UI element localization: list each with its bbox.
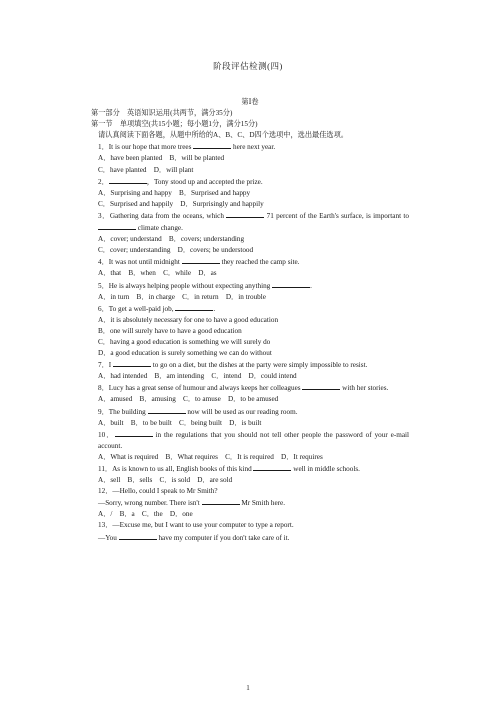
question-stem: they reached the camp site.	[221, 258, 300, 267]
question-3-options-cd: C．cover; understanding D．covers; be understood	[98, 246, 254, 255]
question-stem: here next year.	[233, 143, 276, 152]
answer-blank	[193, 141, 231, 149]
question-stem: 8．Lucy has a great sense of humour and always keeps her colleagues	[98, 384, 301, 393]
question-2	[91, 176, 409, 188]
question-2-options-ab: A．Surprising and happy B．Surprised and happy	[98, 188, 251, 197]
question-stem: .	[310, 281, 312, 290]
answer-blank	[115, 429, 153, 437]
question-12-options: A．/ B．a C．the D．one	[98, 510, 193, 519]
answer-blank	[253, 463, 291, 471]
answer-blank	[302, 382, 340, 390]
question-8-options: A．amused B．amusing C．to amuse D．to be amused	[98, 395, 279, 404]
question-12: 12．—Hello, could I speak to Mr Smith?	[98, 487, 218, 496]
question-9-options: A．built B．to be built C．being built D．is built	[98, 418, 262, 427]
question-stem: 71 percent of the Earth's surface, is important to	[266, 211, 409, 220]
question-stem: climate change.	[137, 224, 183, 233]
question-stem: with her stories.	[342, 384, 389, 393]
question-5	[91, 280, 409, 292]
question-stem: 3．Gathering data from the oceans, which	[98, 211, 224, 220]
question-1-options-ab: A．have been planted B．will be planted	[98, 154, 225, 163]
question-3-options-ab: A．cover; understand B．covers; understanding	[98, 235, 245, 244]
question-stem: 7．I	[98, 361, 112, 370]
question-stem: 10．	[98, 430, 115, 439]
question-stem: 1．It is our hope that more trees	[98, 143, 192, 152]
question-stem: 5．He is always helping people without expecting anything	[98, 281, 271, 290]
question-4	[91, 256, 409, 268]
answer-blank	[119, 532, 157, 540]
answer-blank	[175, 303, 216, 313]
question-1	[91, 141, 409, 153]
question-6-option-b: B．one will surely have to have a good education	[98, 326, 242, 335]
question-stem: 11．As is known to us all, English books of this kind	[98, 465, 252, 473]
question-stem: have my computer if you don't take care of it.	[158, 533, 290, 542]
question-stem: to go on a diet, but the dishes at the party were simply impossible to resist.	[152, 361, 368, 370]
document-body	[91, 97, 409, 544]
question-12-reply	[91, 497, 409, 509]
question-6-option-c: C．having a good education is something we will surely do	[98, 337, 271, 346]
page-number: 1	[246, 684, 250, 692]
section-detail: (共15小题；每小题1分，满分15分)	[148, 120, 258, 129]
question-11-options: A．sell B．sells C．is sold D．are sold	[98, 476, 233, 485]
answer-blank	[148, 406, 186, 414]
answer-blank	[202, 497, 240, 505]
part-heading: 第一部分 英语知识运用(共两节，满分35分)	[91, 109, 233, 118]
section-label: 第一节 单项填空	[91, 120, 149, 129]
question-stem: 2．	[98, 177, 109, 186]
question-8	[91, 382, 409, 394]
question-stem: 4．It was not until midnight	[98, 258, 180, 267]
question-10	[91, 429, 409, 452]
question-6-option-a: A．it is absolutely necessary for one to have a good education	[98, 315, 279, 324]
question-stem: in the regulations that you should not tell other people the password of your e-mail account.	[98, 430, 410, 450]
answer-blank	[182, 256, 220, 264]
answer-blank	[109, 176, 147, 184]
question-stem: well in middle schools.	[293, 465, 360, 473]
answer-blank	[113, 359, 151, 367]
question-stem: Mr Smith here.	[241, 499, 286, 508]
question-1-options-cd: C．have planted D．will plant	[98, 165, 194, 174]
question-7	[91, 359, 409, 371]
question-stem: ，Tony stood up and accepted the prize.	[146, 177, 263, 186]
question-3	[91, 210, 409, 234]
question-11	[91, 463, 409, 475]
question-stem: —Sorry, wrong number. There isn't	[98, 499, 200, 508]
answer-blank	[226, 210, 264, 218]
question-6	[91, 303, 409, 315]
answer-blank	[272, 280, 310, 288]
question-13-reply	[91, 532, 409, 544]
question-10-options: A．What is required B．What requires C．It is required D．It requires	[98, 452, 323, 461]
question-5-options: A．in turn B．in charge C．in return D．in trouble	[98, 292, 266, 301]
question-stem: 6．To get a well-paid job,	[98, 304, 174, 313]
question-13: 13．—Excuse me, but I want to use your computer to type a report.	[98, 521, 294, 530]
volume-heading: 第Ⅰ卷	[241, 98, 259, 106]
question-6-option-d: D．a good education is surely something we can do without	[98, 349, 272, 358]
answer-blank	[98, 222, 136, 230]
document-title: 阶段评估检测(四)	[213, 61, 283, 71]
question-4-options: A．that B．when C．while D．as	[98, 269, 217, 278]
question-9	[91, 406, 409, 418]
question-stem: 9．The building	[98, 407, 146, 416]
section-heading	[91, 119, 409, 130]
question-7-options: A．had intended B．am intending C．intend D．could intend	[98, 372, 297, 381]
instruction-text: 请认真阅读下面各题，从题中所给的A、B、C、D四个选项中，选出最佳选项。	[98, 131, 348, 140]
question-stem: .	[213, 304, 216, 313]
question-2-options-cd: C．Surprised and happily D．Surprisingly and happily	[98, 199, 264, 208]
question-stem: —You	[98, 533, 117, 542]
question-stem: now will be used as our reading room.	[187, 407, 298, 416]
